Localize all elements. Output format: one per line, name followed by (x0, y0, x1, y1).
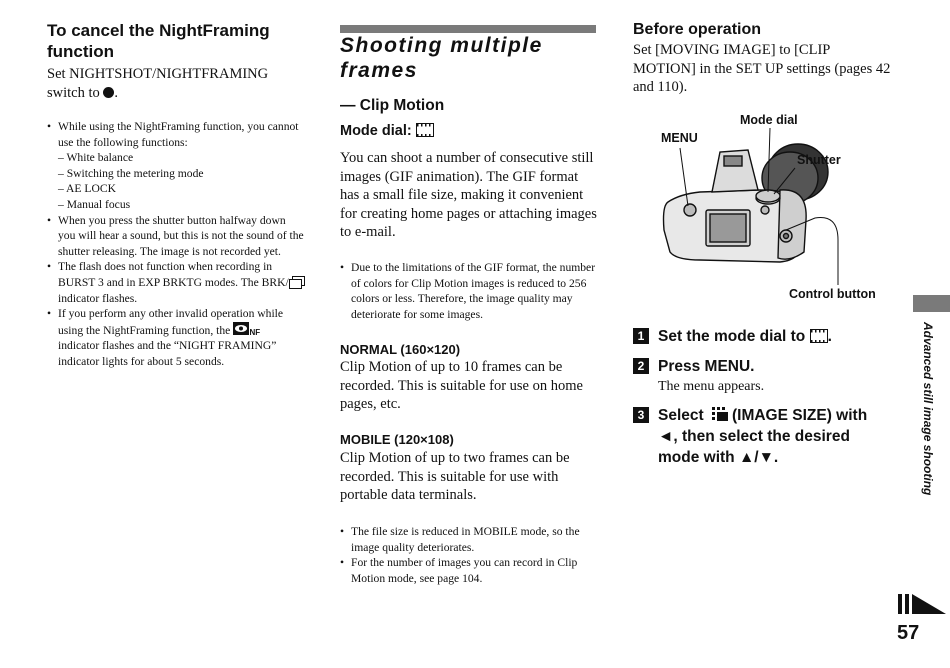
before-operation-text: Set [MOVING IMAGE] to [CLIP MOTION] in the SET UP settings (pages 42 and 110). (633, 42, 891, 96)
burst-frame-icon (289, 279, 302, 289)
shutter-callout: Shutter (797, 153, 841, 167)
section-title-nightframing: To cancel the NightFraming function (47, 21, 270, 61)
step-3: 3 Select (IMAGE SIZE) with ◄, then select the desired mode with ▲/▼. (633, 405, 883, 468)
clip-motion-description: You can shoot a number of consecutive still images (GIF animation). The GIF format has a small file size, making it convenient for creating home pages or attaching images to e-mail. (340, 150, 597, 241)
mobile-heading: MOBILE (120×108) (340, 432, 454, 447)
list-item: – Switching the metering mode (58, 166, 204, 180)
gif-notes-list (340, 260, 598, 322)
step-2: 2 Press MENU. (633, 356, 754, 377)
list-item: – Manual focus (58, 197, 131, 211)
list-item: – White balance (58, 151, 134, 165)
mode-dial-label: Mode dial: (340, 122, 434, 141)
list-item: • Due to the limitations of the GIF format, the number of colors for Clip Motion images is reduced to 256 colors or less. Therefore, the image quality may deteriorate for some images. (340, 260, 598, 322)
continue-arrow-icon (898, 594, 946, 614)
list-item: • The flash does not function when recording in BURST 3 and in EXP BRKTG modes. The BRK/ indicator flashes. (47, 259, 305, 306)
mobile-description: Clip Motion of up to two frames can be recorded. This is suitable for use with portable data terminals. (340, 450, 570, 504)
control-button-callout: Control button (789, 287, 876, 301)
step-number: 3 (633, 407, 649, 423)
list-item: • While using the NightFraming function, you cannot use the following functions: – White balance – Switching the metering mode – AE LOCK – Manual focus (47, 119, 305, 213)
menu-callout: MENU (661, 131, 698, 145)
list-item: • If you perform any other invalid operation while using the NightFraming function, the NF indicator flashes and the “NIGHT FRAMING” indicator lights for about 5 seconds. (47, 306, 305, 369)
clip-motion-heading: — Clip Motion (340, 97, 445, 114)
dash-list (58, 150, 305, 212)
nightframing-instruction: Set NIGHTSHOT/NIGHTFRAMING switch to . (47, 66, 269, 101)
before-operation-heading: Before operation (633, 21, 762, 38)
list-item: • When you press the shutter button halfway down you will hear a sound, but this is not the sound of the shutter releasing. The image is not recorded yet. (47, 213, 305, 260)
mobile-notes-list (340, 524, 598, 586)
page-title: Shooting multiple frames (340, 34, 543, 82)
list-item: – AE LOCK (58, 182, 116, 196)
normal-description: Clip Motion of up to 10 frames can be recorded. This is suitable for use on home pages, etc. (340, 359, 583, 413)
section-tab (913, 295, 950, 312)
filled-circle-icon (103, 87, 114, 98)
step-1: 1 Set the mode dial to . (633, 326, 832, 347)
list-item: • For the number of images you can record in Clip Motion mode, see page 104. (340, 555, 598, 586)
step-number: 1 (633, 328, 649, 344)
clip-motion-icon (416, 123, 434, 137)
mode-dial-callout: Mode dial (740, 113, 798, 127)
list-item: • The file size is reduced in MOBILE mode, so the image quality deteriorates. (340, 524, 598, 555)
normal-heading: NORMAL (160×120) (340, 342, 461, 357)
page-number: 57 (897, 622, 920, 644)
image-size-icon (712, 407, 728, 421)
step-2-note: The menu appears. (658, 379, 765, 394)
step-number: 2 (633, 358, 649, 374)
section-bar (340, 25, 596, 33)
clip-motion-icon (810, 329, 828, 343)
section-label: Advanced still image shooting (921, 322, 935, 496)
svg-text:NF: NF (249, 327, 261, 336)
nightframing-notes-list (47, 119, 305, 370)
nightframing-indicator-icon (233, 322, 261, 336)
